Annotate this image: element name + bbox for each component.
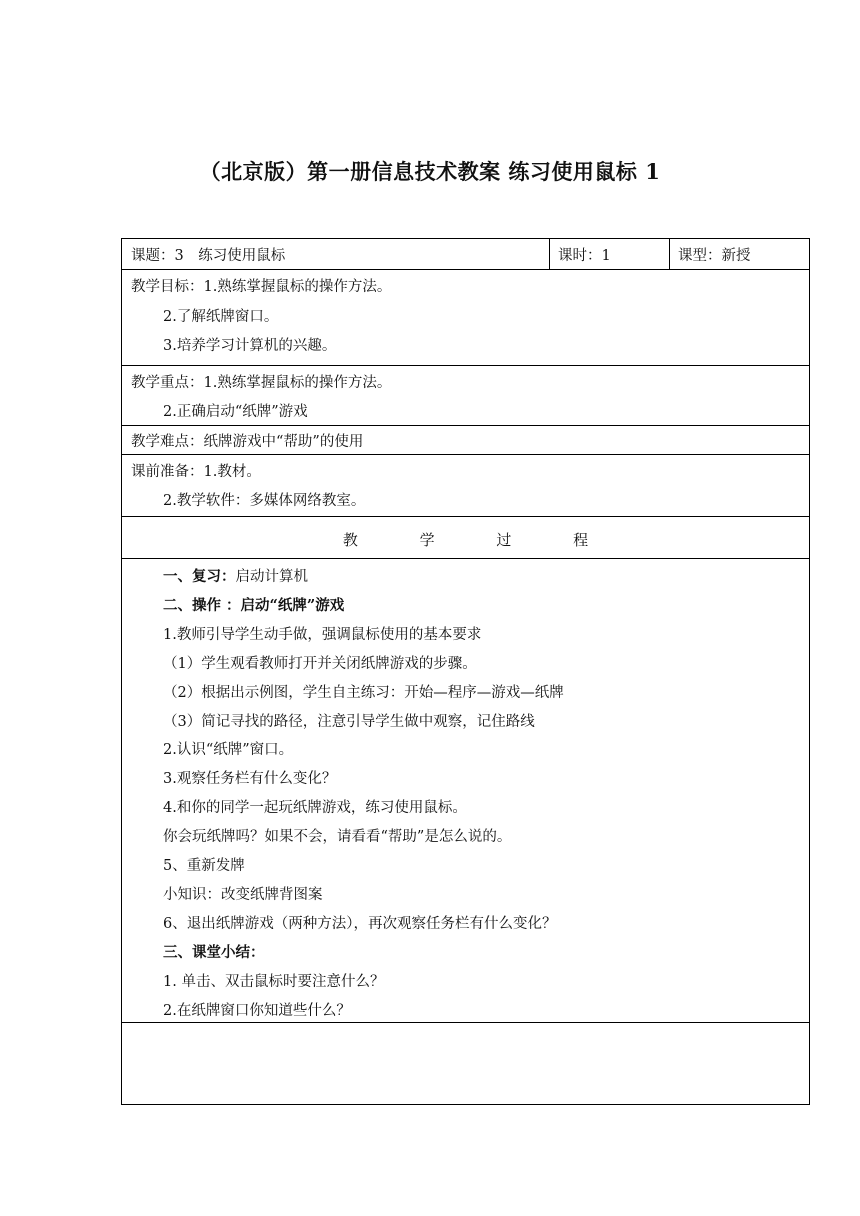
process-header: [122, 529, 809, 550]
goals-line-1: 教学目标：1.熟练掌握鼠标的操作方法。: [131, 279, 392, 295]
review-text: 启动计算机: [235, 569, 308, 585]
summary-line: 2.在纸牌窗口你知道些什么？: [163, 1003, 351, 1019]
process-line: （3）简记寻找的路径，注意引导学生做中观察，记住路线: [163, 714, 535, 730]
lesson-plan-table: [121, 238, 810, 1105]
process-line: 3.观察任务栏有什么变化？: [163, 771, 337, 787]
prep-line-1: 课前准备：1.教材。: [131, 464, 261, 480]
row-divider: [122, 269, 809, 270]
row-divider: [122, 516, 809, 517]
goals-line-3: 3.培养学习计算机的兴趣。: [163, 338, 337, 354]
column-divider: [669, 239, 670, 269]
process-line: 小知识：改变纸牌背图案: [163, 887, 323, 903]
process-line: 4.和你的同学一起玩纸牌游戏，练习使用鼠标。: [163, 800, 467, 816]
process-header-char: 教: [342, 531, 358, 549]
process-line: （1）学生观看教师打开并关闭纸牌游戏的步骤。: [163, 656, 477, 672]
keypoints-line-1: 教学重点：1.熟练掌握鼠标的操作方法。: [131, 375, 392, 391]
empty-notes-cell: [122, 1023, 809, 1105]
prep-line-2: 2.教学软件：多媒体网络教室。: [163, 493, 366, 509]
review-line: [163, 567, 308, 587]
hours-cell: 课时：1: [558, 248, 611, 264]
row-divider: [122, 454, 809, 455]
topic-cell: 课题：3 练习使用鼠标: [131, 248, 286, 264]
process-header-char: 程: [573, 531, 589, 549]
column-divider: [549, 239, 550, 269]
review-heading: 一、复习：: [163, 568, 236, 585]
process-line: 你会玩纸牌吗？如果不会，请看看“帮助”是怎么说的。: [163, 829, 512, 845]
process-line: 1.教师引导学生动手做，强调鼠标使用的基本要求: [163, 627, 482, 643]
difficulty-line: 教学难点：纸牌游戏中“帮助”的使用: [131, 434, 364, 450]
keypoints-line-2: 2.正确启动“纸牌”游戏: [163, 404, 308, 420]
goals-line-2: 2.了解纸牌窗口。: [163, 309, 279, 325]
process-header-char: 过: [496, 531, 512, 549]
row-divider: [122, 558, 809, 559]
row-divider: [122, 365, 809, 366]
process-header-char: 学: [419, 531, 435, 549]
process-line: 2.认识“纸牌”窗口。: [163, 742, 294, 758]
row-divider: [122, 425, 809, 426]
type-cell: 课型：新授: [678, 248, 751, 264]
summary-heading: 三、课堂小结：: [163, 944, 265, 961]
document-title: （北京版）第一册信息技术教案 练习使用鼠标 1: [199, 159, 661, 184]
process-line: （2）根据出示例图，学生自主练习：开始—程序—游戏—纸牌: [163, 685, 564, 701]
process-line: 6、退出纸牌游戏（两种方法），再次观察任务栏有什么变化？: [163, 916, 557, 932]
operation-heading: 二、操作 ：启动“纸牌”游戏: [163, 597, 345, 614]
process-line: 5、重新发牌: [163, 858, 245, 874]
summary-line: 1. 单击、双击鼠标时要注意什么？: [163, 974, 385, 990]
